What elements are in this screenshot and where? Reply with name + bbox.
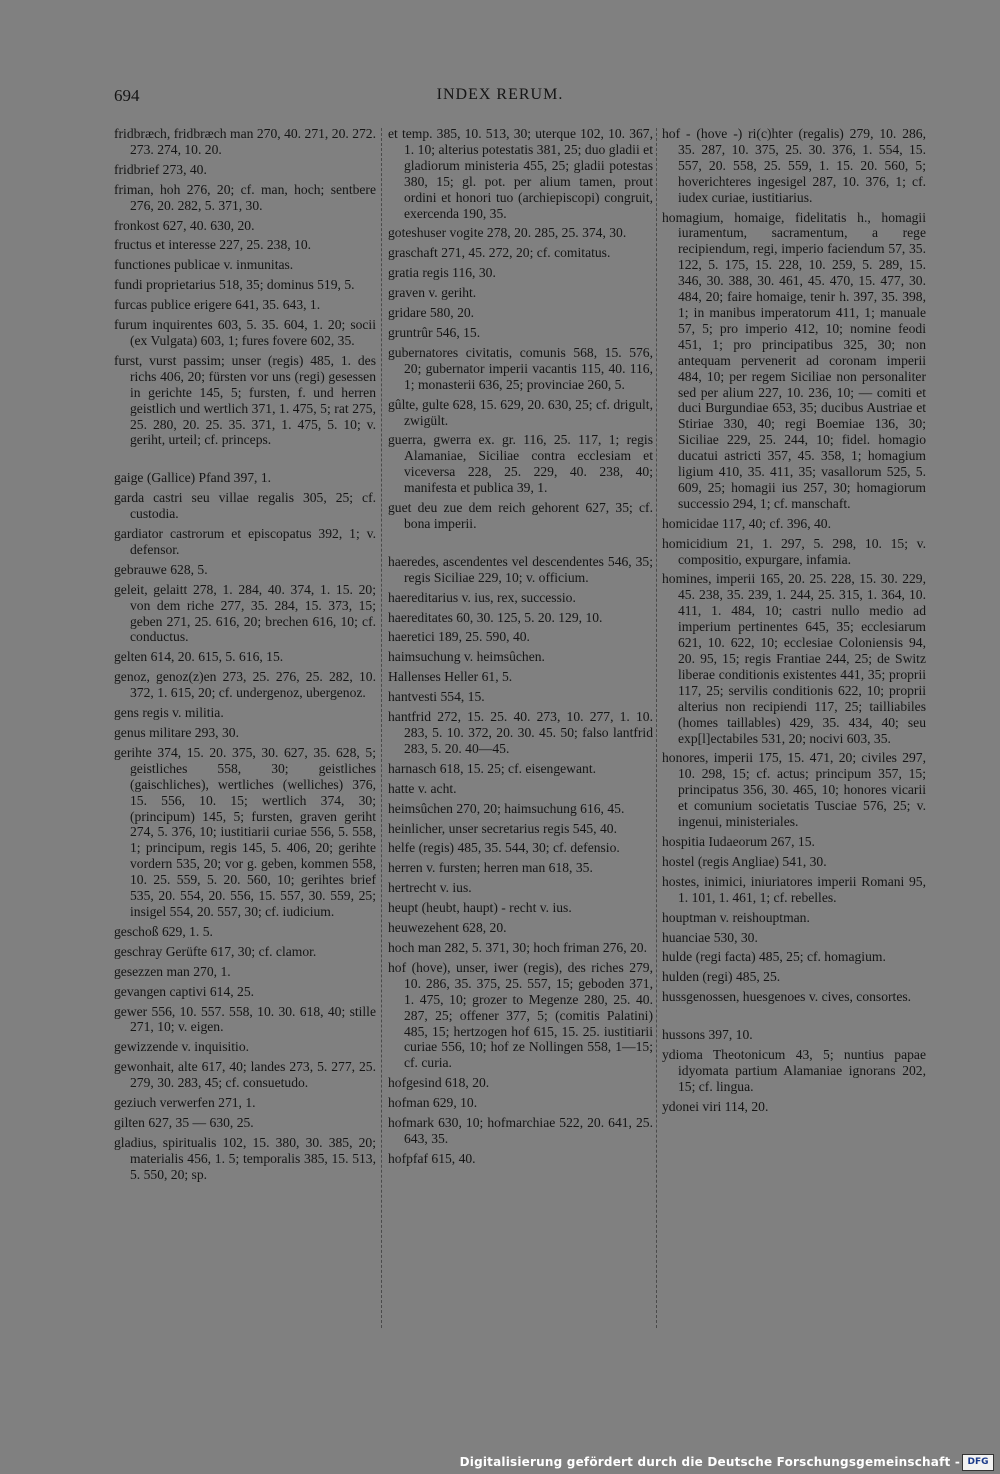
index-entry: haeredes, ascendentes vel descendentes 546, 35; regis Siciliae 229, 10; v. officium. bbox=[388, 553, 653, 585]
index-entry: haimsuchung v. heimsûchen. bbox=[388, 649, 545, 665]
index-entry: furst, vurst passim; unser (regis) 485, 1. des richs 406, 20; fürsten vor uns (regi) gesessen in gerichte 145, 5; fursten, f. und herren geistlich und wertlich 371, 1. 475, 5; rat 275, 25. 280, 20. 25. 35. 371, 1. 475, 5. 10; v. geriht, urteil; cf. princeps. bbox=[114, 352, 376, 448]
index-entry: genus militare 293, 30. bbox=[114, 725, 239, 740]
index-entry: hostes, inimici, iniuriatores imperii Romani 95, 1. 101, 1. 461, 1; cf. rebelles. bbox=[662, 873, 926, 905]
index-entry: guerra, gwerra ex. gr. 116, 25. 117, 1; regis Alamaniae, Siciliae contra ecclesiam et viceversa 228, 25. 229, 40. 238, 40; manifesta et publica 39, 1. bbox=[388, 432, 653, 496]
index-entry: gerihte 374, 15. 20. 375, 30. 627, 35. 628, 5; geistliches 558, 30; geistliches (gaischliches), wertliches (welliches) 376, 15. 556, 10. 15; wertlich 374, 30; (principum) 145, 5; fursten, graven geriht 274, 5. 376, 10; iustitiarii curiae 556, 5. 558, 1; principum, regis 145, 5. 406, 20; gerihte vordern 535, 20; vor g. geben, kommen 558, 10. 25. 559, 5. 20. 560, 10; gerihtes brief 535, 20. 554, 20. 556, 15. 557, 30. 559, 25; insigel 554, 20. 557, 30; cf. iudicium. bbox=[114, 744, 376, 919]
page-number: 694 bbox=[114, 86, 140, 105]
index-entry: harnasch 618, 15. 25; cf. eisengewant. bbox=[388, 760, 596, 776]
index-entry: homicidium 21, 1. 297, 5. 298, 10. 15; v. compositio, expurgare, infamia. bbox=[662, 535, 926, 567]
index-entry: genoz, genoz(z)en 273, 25. 276, 25. 282, 10. 372, 1. 615, 20; cf. undergenoz, ubergenoz. bbox=[114, 669, 376, 701]
index-entry: furcas publice erigere 641, 35. 643, 1. bbox=[114, 297, 321, 313]
index-entry: hatte v. acht. bbox=[388, 780, 457, 796]
index-entry: gilten 627, 35 — 630, 25. bbox=[114, 1114, 254, 1130]
index-entry: gubernatores civitatis, comunis 568, 15. 576, 20; gubernator imperii vacantis 115, 40. 116, 1; monasterii 636, 25; provinciae 260, 5. bbox=[388, 344, 653, 392]
index-entry: gens regis v. militia. bbox=[114, 705, 224, 721]
index-entry: fridbrief 273, 40. bbox=[114, 161, 207, 177]
index-entry: garda castri seu villae regalis 305, 25; cf. custodia. bbox=[114, 490, 376, 522]
index-entry: gewizzende v. inquisitio. bbox=[114, 1039, 250, 1055]
index-entry: hulden (regi) 485, 25. bbox=[662, 969, 781, 985]
index-entry: heimsûchen 270, 20; haimsuchung 616, 45. bbox=[388, 800, 625, 816]
index-entry: fridbræch, fridbræch man 270, 40. 271, 20. 272. 273. 274, 10. 20. bbox=[114, 126, 376, 157]
index-entry: gruntrûr 546, 15. bbox=[388, 324, 481, 340]
index-entry: gaige (Gallice) Pfand 397, 1. bbox=[114, 470, 272, 486]
dfg-logo: DFG bbox=[962, 1454, 994, 1471]
index-entry: gardiator castrorum et episcopatus 392, 1; v. defensor. bbox=[114, 526, 376, 557]
index-entry: homicidae 117, 40; cf. 396, 40. bbox=[662, 515, 832, 531]
index-entry: gevangen captivi 614, 25. bbox=[114, 983, 255, 999]
index-entry: gewer 556, 10. 557. 558, 10. 30. 618, 40; stille 271, 10; v. eigen. bbox=[114, 1003, 376, 1035]
page-header bbox=[0, 86, 1000, 112]
index-entry: hantvesti 554, 15. bbox=[388, 689, 485, 705]
index-entry: homagium, homaige, fidelitatis h., homagii iuramentum, sacramentum, a rege recipiendum, regi, imperio faciendum 57, 35. 122, 5. 175, 15. 228, 10. 259, 5. 289, 15. 346, 30. 388, 30. 461, 45. 470, 15. 477, 30. 484, 20; faire homaige, tenir h. 397, 35. 398, 1; in manibus imperatorum 411, 1; manuale 57, 5; pro imperio 412, 10; nomine feodi 451, 1; pro principatibus 325, 30; non antequam pervenerit ad coronam imperii 484, 10; per regem Siciliae non personaliter sed per alium 227, 10. 236, 10; — comiti et duci Burgundiae 653, 35; ducibus Austriae et Stiriae 330, 40; regi Boemiae 136, 30; Siciliae 229, 25. 244, 10; fidel. homagio ducatui astricti 357, 45. 358, 1; homagium ligium 410, 35. 411, 35; vasallorum 525, 5. 609, 25; homagii ius 257, 30; homagiorum successio 294, 1; cf. manschaft. bbox=[662, 209, 926, 511]
index-entry: houptman v. reishouptman. bbox=[662, 909, 810, 925]
index-entry: heinlicher, unser secretarius regis 545, 40. bbox=[388, 820, 617, 836]
index-entry: haereditates 60, 30. 125, 5. 20. 129, 10. bbox=[388, 609, 603, 625]
index-entry: geschray Gerüfte 617, 30; cf. clamor. bbox=[114, 943, 317, 959]
index-entry: graven v. geriht. bbox=[388, 285, 477, 301]
index-entry: geschoß 629, 1. 5. bbox=[114, 923, 213, 939]
index-entry: hofman 629, 10. bbox=[388, 1095, 478, 1111]
index-column-1 bbox=[114, 126, 376, 1187]
index-entry: graschaft 271, 45. 272, 20; cf. comitatus. bbox=[388, 245, 611, 261]
index-column-3 bbox=[662, 126, 926, 1119]
index-entry: gesezzen man 270, 1. bbox=[114, 963, 231, 979]
index-entry: haeretici 189, 25. 590, 40. bbox=[388, 629, 530, 645]
running-title: INDEX RERUM. bbox=[436, 86, 564, 103]
index-entry: fronkost 627, 40. 630, 20. bbox=[114, 217, 255, 233]
index-entry: fundi proprietarius 518, 35; dominus 519, 5. bbox=[114, 277, 355, 293]
index-entry: gladius, spiritualis 102, 15. 380, 30. 385, 20; materialis 456, 1. 5; temporalis 385, 15. 513, 5. 550, 20; sp. bbox=[114, 1134, 376, 1182]
index-entry: guet deu zue dem reich gehorent 627, 35; cf. bona imperii. bbox=[388, 500, 653, 531]
index-entry: furum inquirentes 603, 5. 35. 604, 1. 20; socii (ex Vulgata) 603, 1; fures fovere 602, 35. bbox=[114, 317, 376, 348]
index-entry: herren v. fursten; herren man 618, 35. bbox=[388, 860, 593, 876]
index-entry: functiones publicae v. inmunitas. bbox=[114, 257, 294, 273]
index-entry: geziuch verwerfen 271, 1. bbox=[114, 1095, 256, 1111]
index-entry: Hallenses Heller 61, 5. bbox=[388, 669, 513, 685]
index-entry: helfe (regis) 485, 35. 544, 30; cf. defensio. bbox=[388, 840, 620, 856]
index-entry: gebrauwe 628, 5. bbox=[114, 561, 208, 577]
index-entry: honores, imperii 175, 15. 471, 20; civiles 297, 10. 298, 15; cf. actus; principum 357, 15; principatus 356, 30. 465, 10; honores vicarii et comunium societatis Tusciae 576, 25; v. ingenui, ministeriales. bbox=[662, 750, 926, 830]
index-entry: hussons 397, 10. bbox=[662, 1027, 753, 1043]
index-entry: ydioma Theotonicum 43, 5; nuntius papae idyomata partium Alamaniae ignorans 202, 15; cf. lingua. bbox=[662, 1047, 926, 1094]
index-entry: friman, hoh 276, 20; cf. man, hoch; sentbere 276, 20. 282, 5. 371, 30. bbox=[114, 181, 376, 213]
index-entry: gratia regis 116, 30. bbox=[388, 265, 496, 281]
index-entry: hofpfaf 615, 40. bbox=[388, 1150, 476, 1166]
index-entry: hofgesind 618, 20. bbox=[388, 1075, 490, 1091]
index-entry: fructus et interesse 227, 25. 238, 10. bbox=[114, 237, 312, 253]
index-entry: hertrecht v. ius. bbox=[388, 880, 472, 896]
footer-banner bbox=[0, 1450, 1000, 1474]
index-entry: hospitia Iudaeorum 267, 15. bbox=[662, 833, 815, 849]
index-entry: hulde (regi facta) 485, 25; cf. homagium. bbox=[662, 949, 886, 965]
index-entry: hofmark 630, 10; hofmarchiae 522, 20. 641, 25. 643, 35. bbox=[388, 1115, 653, 1146]
index-entry: gelten 614, 20. 615, 5. 616, 15. bbox=[114, 649, 284, 665]
index-entry: hostel (regis Angliae) 541, 30. bbox=[662, 853, 827, 869]
index-column-2 bbox=[388, 126, 653, 1171]
index-entry: gûlte, gulte 628, 15. 629, 20. 630, 25; cf. drigult, zwigült. bbox=[388, 396, 653, 428]
index-entry: heupt (heubt, haupt) - recht v. ius. bbox=[388, 900, 572, 916]
index-entry: haereditarius v. ius, rex, successio. bbox=[388, 589, 576, 605]
index-entry: homines, imperii 165, 20. 25. 228, 15. 30. 229, 45. 238, 35. 239, 1. 244, 25. 315, 1. 364, 10. 411, 1. 484, 10; castri nullo medio ad imperium pertinentes 645, 35; ecclesiarum 621, 10. 622, 10; ecclesiae Coloniensis 94, 20. 95, 15; regis Frantiae 244, 25; de Switz liberae conditionis existentes 441, 35; proprii 117, 25; servilis conditionis 622, 10; proprii alterius non recipiendi 117, 25; tailliabiles (homes taillables) 429, 35. 434, 40; seu exp[l]ectabiles 531, 20; nocivi 603, 35. bbox=[662, 571, 926, 746]
index-entry: heuwezehent 628, 20. bbox=[388, 920, 507, 936]
index-entry: hantfrid 272, 15. 25. 40. 273, 10. 277, 1. 10. 283, 5. 10. 372, 20. 30. 45. 50; falso lantfrid 283, 5. 20. 40—45. bbox=[388, 709, 653, 756]
index-entry: ydonei viri 114, 20. bbox=[662, 1098, 769, 1114]
column-divider bbox=[656, 128, 657, 1328]
index-entry: goteshuser vogite 278, 20. 285, 25. 374, 30. bbox=[388, 225, 627, 241]
funding-notice: Digitalisierung gefördert durch die Deutsche Forschungsgemeinschaft - bbox=[459, 1455, 960, 1469]
index-entry: hof (hove), unser, iwer (regis), des riches 279, 10. 286, 35. 375, 25. 557, 15; geboden 371, 1. 475, 10; grozer to Megenze 280, 25. 40. 287, 25; offener 377, 5; (comitis Palatini) 485, 15; hertzogen hof 615, 15. 25. iustitiarii curiae 556, 10; hof ze Nollingen 558, 1—15; cf. curia. bbox=[388, 959, 653, 1071]
index-entry: geleit, gelaitt 278, 1. 284, 40. 374, 1. 15. 20; von dem riche 277, 35. 284, 15. 373, 15; geben 271, 25. 616, 20; brechen 616, 10; cf. conductus. bbox=[114, 581, 376, 645]
index-entry: gewonhait, alte 617, 40; landes 273, 5. 277, 25. 279, 30. 283, 45; cf. consuetudo. bbox=[114, 1059, 376, 1091]
column-divider bbox=[381, 128, 382, 1328]
index-entry: et temp. 385, 10. 513, 30; uterque 102, 10. 367, 1. 10; alterius potestatis 381, 25; duo gladii et gladiorum ministeria 455, 25; gladii potestas 380, 15; gl. pot. per alium tamen, prout ordini et honori tuo (archiepiscopi) congruit, exercenda 190, 35. bbox=[388, 126, 653, 221]
index-entry: huanciae 530, 30. bbox=[662, 929, 758, 945]
index-entry: hof - (hove -) ri(c)hter (regalis) 279, 10. 286, 35. 287, 10. 375, 25. 30. 376, 1. 554, 15. 557, 20. 558, 25. 559, 1. 15. 20. 560, 5; hoverichteres ingesigel 287, 10. 376, 1; cf. iudex curiae, iustitiarius. bbox=[662, 126, 926, 205]
index-entry: gridare 580, 20. bbox=[388, 305, 475, 321]
index-entry: hoch man 282, 5. 371, 30; hoch friman 276, 20. bbox=[388, 939, 647, 955]
index-entry: hussgenossen, huesgenoes v. cives, consortes. bbox=[662, 989, 912, 1005]
